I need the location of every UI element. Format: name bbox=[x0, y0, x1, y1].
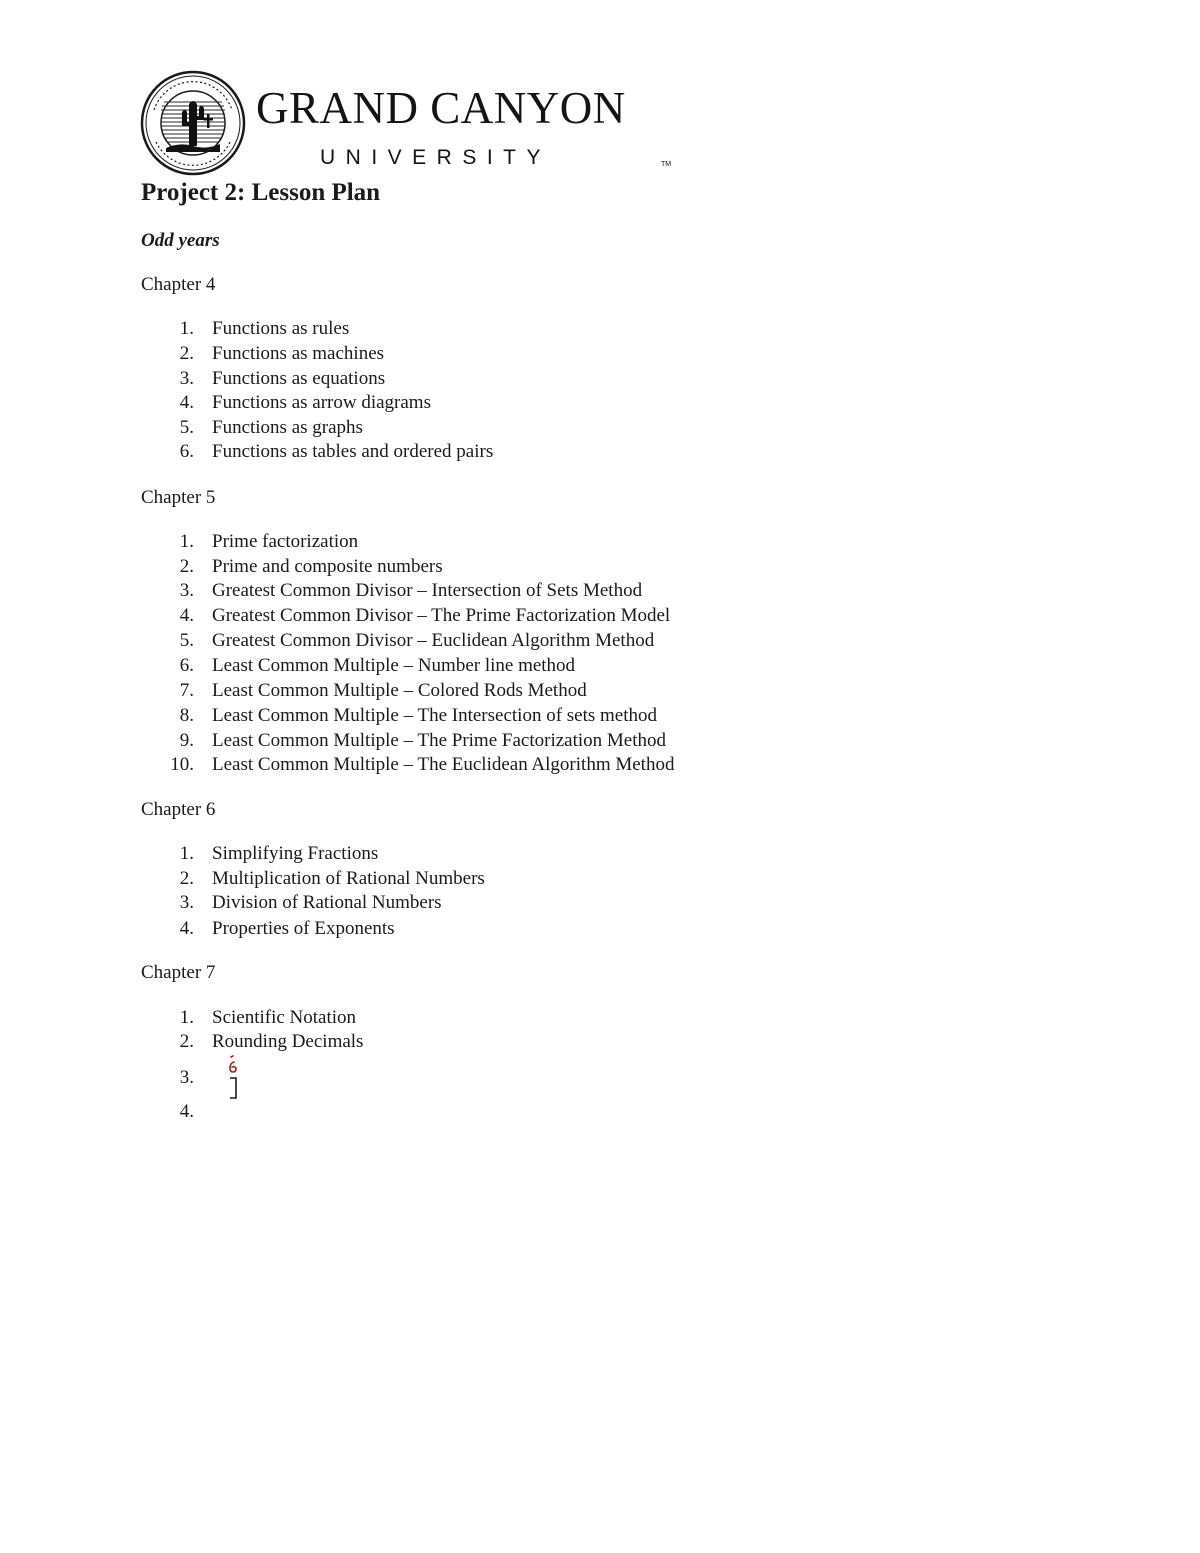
list-item-text: Least Common Multiple – Number line method bbox=[212, 655, 576, 676]
list-item-number: 6. bbox=[179, 655, 194, 676]
list-item-text: Least Common Multiple – The Prime Factorization Method bbox=[212, 730, 666, 751]
list-item-number: 4. bbox=[179, 392, 194, 413]
list-item-text: Simplifying Fractions bbox=[212, 843, 379, 864]
university-logo bbox=[140, 70, 672, 176]
logo-line-university: UNIVERSITY bbox=[320, 146, 552, 169]
page-title: Project 2: Lesson Plan bbox=[141, 179, 381, 206]
list-item-text: Functions as arrow diagrams bbox=[212, 392, 431, 413]
list-item-number: 1. bbox=[179, 531, 194, 552]
chapter-heading: Chapter 7 bbox=[141, 962, 216, 983]
list-item-number: 1. bbox=[179, 318, 194, 339]
list-item-number: 4. bbox=[179, 1101, 194, 1122]
logo-line-grand-canyon: GRAND CANYON bbox=[256, 83, 626, 133]
list-item-number: 6. bbox=[179, 441, 194, 462]
list-item-text: Functions as equations bbox=[212, 368, 386, 389]
list-item-number: 3. bbox=[179, 368, 194, 389]
list-item-text: Division of Rational Numbers bbox=[212, 892, 442, 913]
logo-trademark: TM bbox=[661, 161, 672, 168]
list-item-text: Scientific Notation bbox=[212, 1007, 357, 1028]
list-item-number: 5. bbox=[179, 630, 194, 651]
list-item-text: Rounding Decimals bbox=[212, 1031, 364, 1052]
list-item-text: Greatest Common Divisor – Intersection of Sets Method bbox=[212, 580, 643, 601]
list-item-text: Greatest Common Divisor – The Prime Factorization Model bbox=[212, 605, 671, 626]
list-item-number: 10. bbox=[170, 754, 194, 775]
list-item-number: 1. bbox=[179, 1007, 194, 1028]
handwritten-cursor-mark-icon bbox=[224, 1054, 248, 1102]
list-item-text: Prime and composite numbers bbox=[212, 556, 443, 577]
list-item-number: 3. bbox=[179, 892, 194, 913]
list-item-text: Functions as machines bbox=[212, 343, 385, 364]
list-item-number: 4. bbox=[179, 918, 194, 939]
list-item-text: Greatest Common Divisor – Euclidean Algorithm Method bbox=[212, 630, 655, 651]
list-item-text: Functions as tables and ordered pairs bbox=[212, 441, 494, 462]
list-item-text: Least Common Multiple – Colored Rods Method bbox=[212, 680, 587, 701]
chapter-heading: Chapter 5 bbox=[141, 487, 216, 508]
list-item-number: 4. bbox=[179, 605, 194, 626]
university-seal-icon bbox=[140, 70, 246, 176]
list-item-text: Multiplication of Rational Numbers bbox=[212, 868, 485, 889]
list-item-number: 7. bbox=[179, 680, 194, 701]
list-item-number: 2. bbox=[179, 556, 194, 577]
list-item-text: Functions as rules bbox=[212, 318, 350, 339]
list-item-number: 5. bbox=[179, 417, 194, 438]
list-item-number: 3. bbox=[179, 1067, 194, 1088]
list-item-number: 3. bbox=[179, 580, 194, 601]
list-item-text: Prime factorization bbox=[212, 531, 359, 552]
list-item-text: Functions as graphs bbox=[212, 417, 363, 438]
university-wordmark bbox=[256, 80, 672, 170]
list-item-number: 1. bbox=[179, 843, 194, 864]
page-subtitle: Odd years bbox=[141, 230, 220, 251]
list-item-number: 2. bbox=[179, 1031, 194, 1052]
list-item-number: 2. bbox=[179, 343, 194, 364]
list-item-text: Least Common Multiple – The Euclidean Algorithm Method bbox=[212, 754, 675, 775]
list-item-text: Least Common Multiple – The Intersection of sets method bbox=[212, 705, 658, 726]
list-item-number: 8. bbox=[179, 705, 194, 726]
list-item-text: Properties of Exponents bbox=[212, 918, 395, 939]
list-item-number: 9. bbox=[179, 730, 194, 751]
chapter-heading: Chapter 4 bbox=[141, 274, 216, 295]
list-item-number: 2. bbox=[179, 868, 194, 889]
chapter-heading: Chapter 6 bbox=[141, 799, 216, 820]
